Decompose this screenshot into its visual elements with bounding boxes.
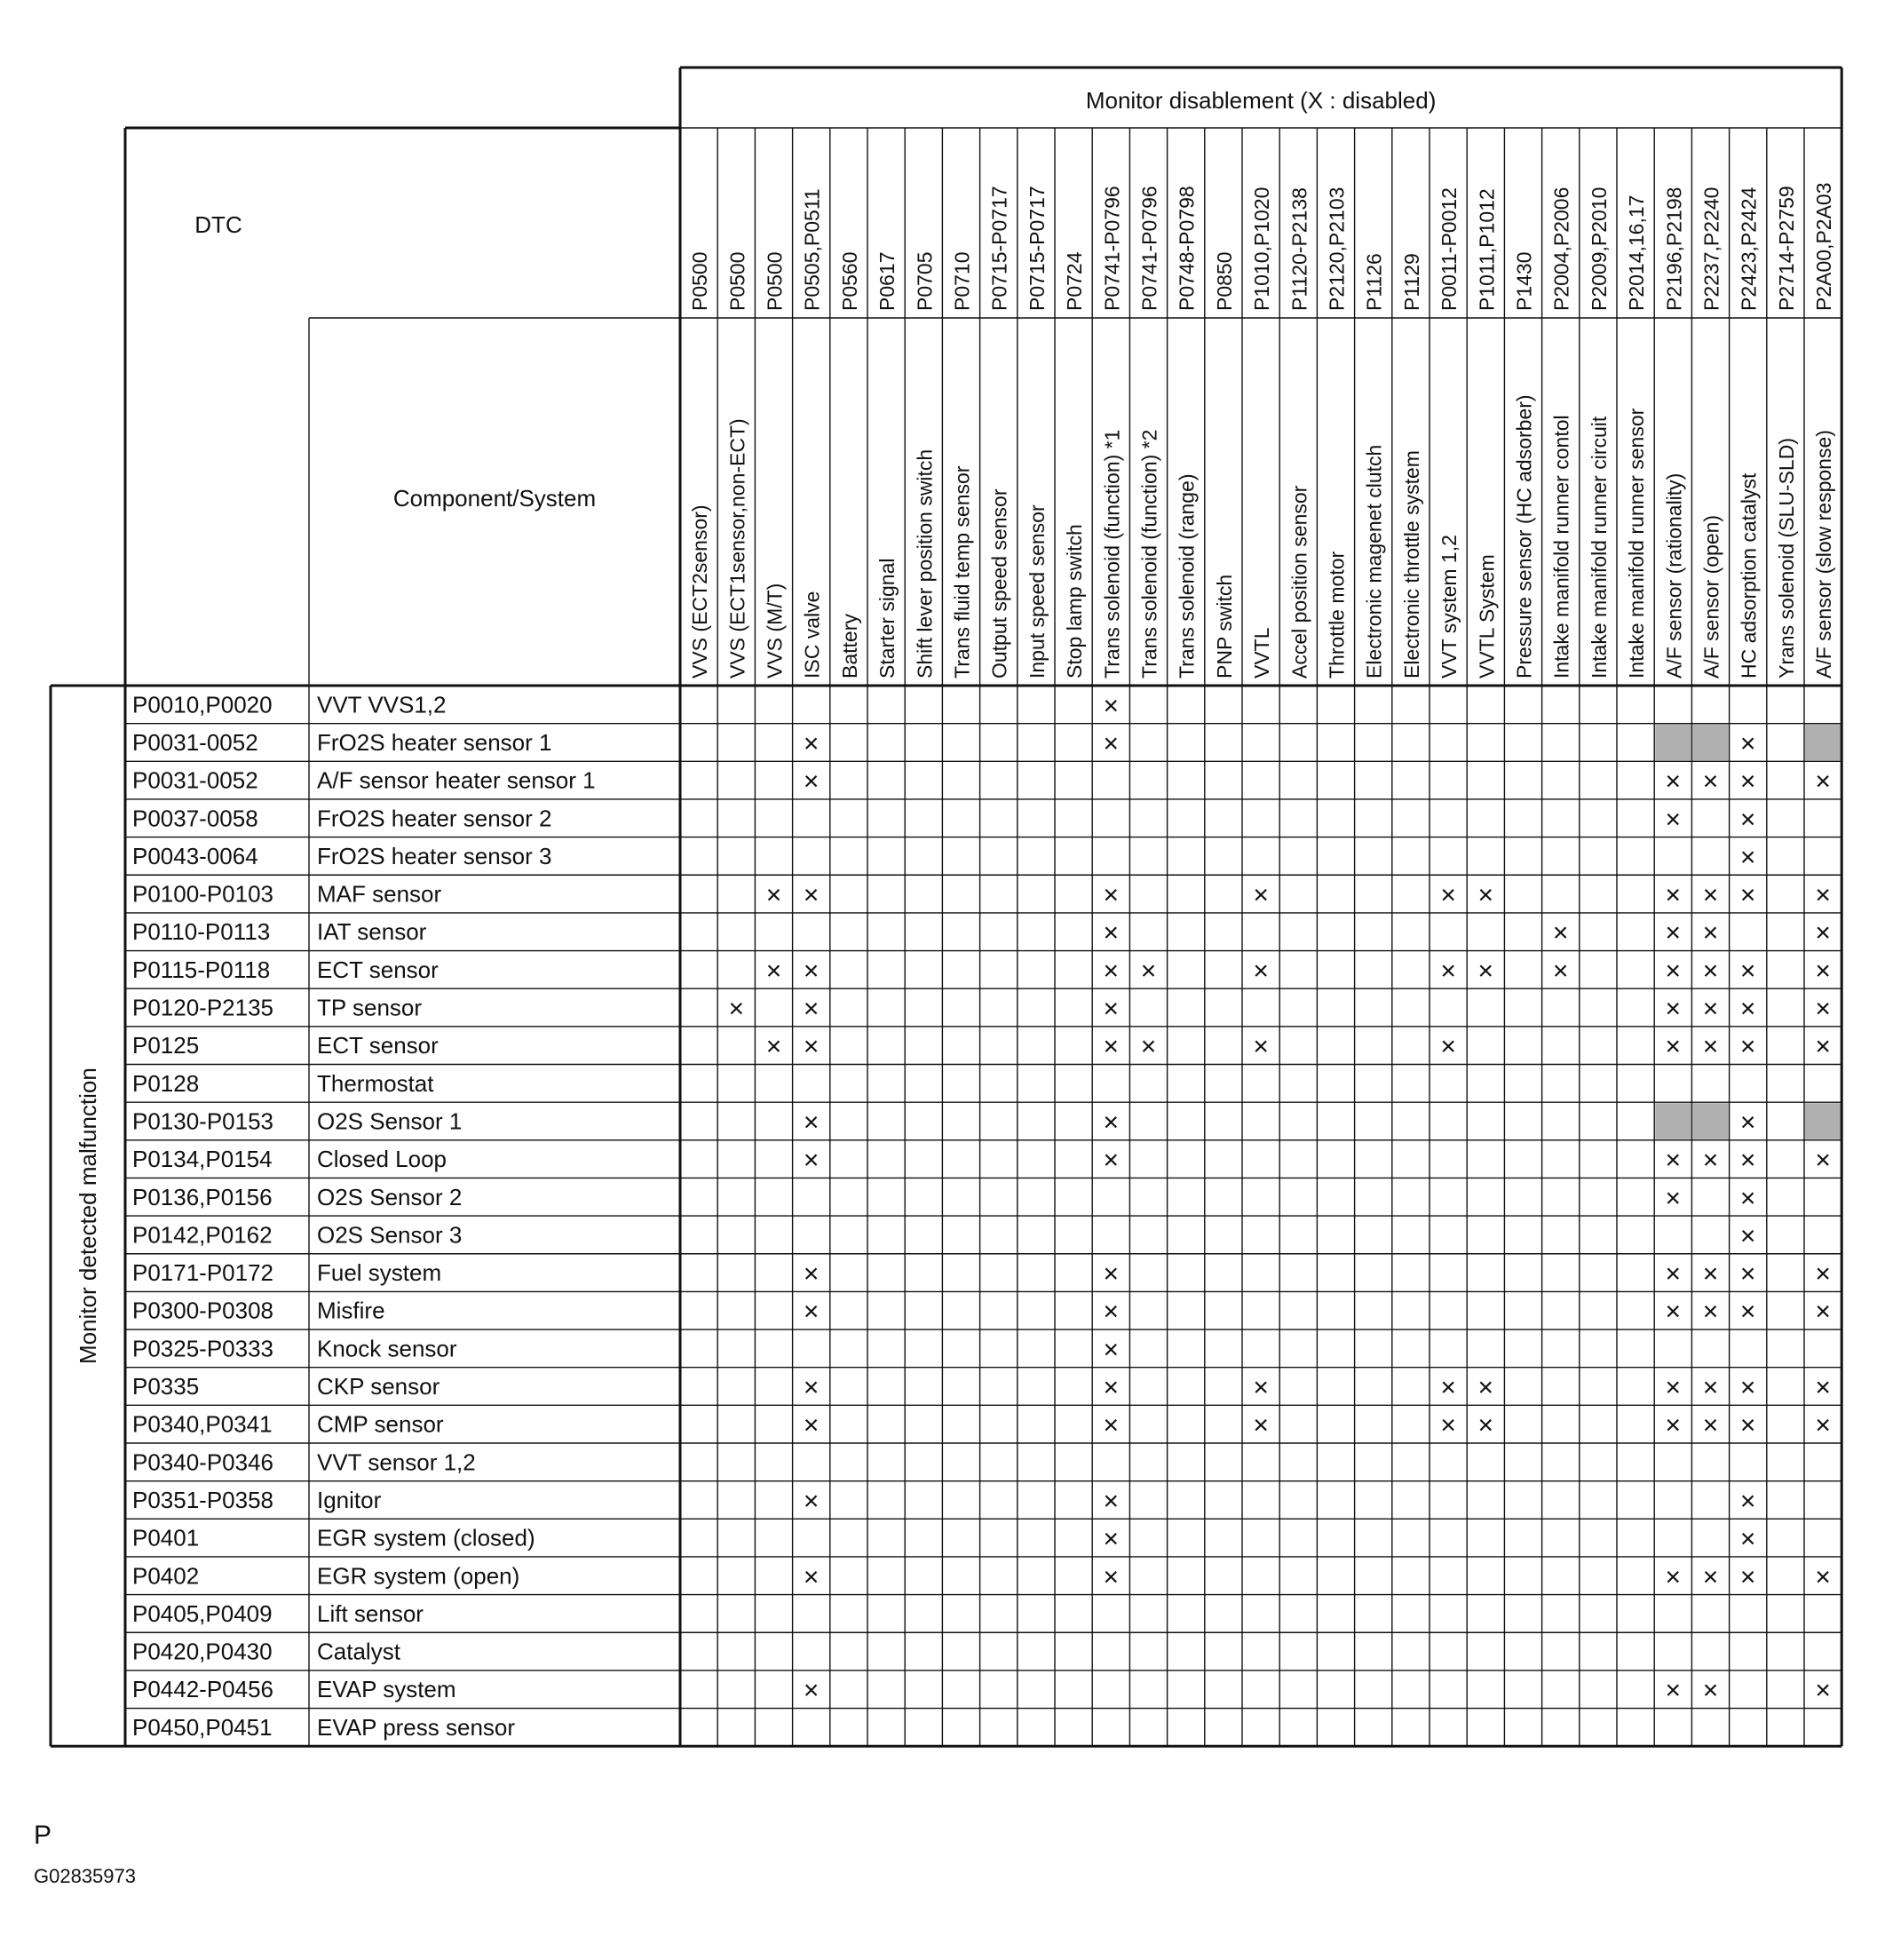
row-component: EGR system (closed) — [317, 1524, 535, 1551]
column-dtc-label: P0748-P0798 — [1175, 186, 1199, 311]
row-dtc: P0136,P0156 — [132, 1183, 273, 1210]
row-component: A/F sensor heater sensor 1 — [317, 766, 596, 794]
column-dtc-label: P1011,P1012 — [1475, 188, 1499, 311]
column-dtc-label: P0710 — [950, 251, 974, 311]
row-component: Fuel system — [317, 1259, 442, 1287]
disabled-mark: × — [1253, 956, 1269, 986]
disabled-mark: × — [1477, 1410, 1494, 1440]
disabled-mark: × — [1702, 1410, 1719, 1440]
row-dtc: P0340-P0346 — [132, 1448, 274, 1476]
column-dtc-label: P2237,P2240 — [1699, 186, 1723, 311]
disabled-mark: × — [1739, 1146, 1756, 1176]
row-dtc: P0130-P0153 — [132, 1107, 274, 1135]
column-dtc-label: P2423,P2424 — [1737, 186, 1761, 311]
disabled-mark: × — [1702, 1373, 1719, 1403]
disabled-mark: × — [803, 994, 820, 1024]
column-dtc-label: P0500 — [763, 251, 787, 311]
row-dtc: P0128 — [132, 1069, 200, 1097]
column-component-label: Yrans solenoid (SLU-SLD) — [1774, 437, 1798, 678]
row-component: Misfire — [317, 1297, 385, 1324]
disabled-mark: × — [1739, 1373, 1756, 1403]
row-dtc: P0335 — [132, 1373, 200, 1401]
column-component-label: Intake manifold runner contol — [1549, 415, 1573, 678]
disabled-mark: × — [1440, 956, 1456, 986]
disabled-mark: × — [803, 1146, 820, 1176]
row-component: O2S Sensor 2 — [317, 1183, 463, 1210]
row-component: EVAP press sensor — [317, 1713, 516, 1741]
disabled-mark: × — [1103, 1486, 1120, 1516]
disabled-mark: × — [1103, 994, 1120, 1024]
disabled-mark: × — [1665, 1146, 1682, 1176]
row-component: Closed Loop — [317, 1146, 447, 1173]
row-component: O2S Sensor 1 — [317, 1107, 463, 1135]
disabled-mark: × — [1739, 766, 1756, 797]
disabled-mark: × — [1103, 956, 1120, 986]
disabled-mark: × — [1702, 1146, 1719, 1176]
disabled-mark: × — [1702, 766, 1719, 797]
disabled-mark: × — [803, 880, 820, 910]
column-dtc-label: P0500 — [688, 251, 712, 311]
disabled-mark: × — [1103, 691, 1120, 721]
column-dtc-label: P1010,P1020 — [1250, 186, 1274, 311]
row-dtc: P0351-P0358 — [132, 1486, 274, 1513]
shaded-cell — [1805, 725, 1841, 761]
disabled-mark: × — [803, 1410, 820, 1440]
column-dtc-label: P0850 — [1212, 251, 1236, 311]
row-dtc: P0405,P0409 — [132, 1599, 273, 1627]
disabled-mark: × — [1253, 1373, 1269, 1403]
disabled-mark: × — [1552, 956, 1569, 986]
side-label: Monitor detected malfunction — [75, 1067, 101, 1365]
row-component: VVT VVS1,2 — [317, 691, 447, 718]
row-dtc: P0450,P0451 — [132, 1713, 273, 1741]
column-component-label: Trans solenoid (function) *2 — [1137, 429, 1161, 678]
disabled-mark: × — [1815, 918, 1831, 948]
column-component-label: Electronic throttle system — [1399, 450, 1423, 678]
row-component: O2S Sensor 3 — [317, 1221, 463, 1249]
monitor-disablement-header: Monitor disablement (X : disabled) — [1085, 87, 1437, 114]
disabled-mark: × — [765, 956, 782, 986]
row-dtc: P0340,P0341 — [132, 1410, 273, 1438]
row-dtc: P0142,P0162 — [132, 1221, 273, 1249]
disabled-mark: × — [1103, 1335, 1120, 1365]
disabled-mark: × — [1739, 1410, 1756, 1440]
column-dtc-label: P0505,P0511 — [800, 188, 824, 311]
disabled-mark: × — [1665, 1259, 1682, 1289]
row-dtc: P0115-P0118 — [132, 956, 271, 983]
row-component: IAT sensor — [317, 918, 427, 946]
column-component-label: Output speed sensor — [987, 488, 1011, 678]
disabled-mark: × — [1103, 1032, 1120, 1062]
disabled-mark: × — [1253, 1410, 1269, 1440]
row-dtc: P0037-0058 — [132, 805, 258, 832]
disabled-mark: × — [1103, 728, 1120, 758]
disabled-mark: × — [1665, 994, 1682, 1024]
disabled-mark: × — [1103, 880, 1120, 910]
disabled-mark: × — [1702, 994, 1719, 1024]
column-component-label: VVS (ECT1sensor,non-ECT) — [725, 418, 749, 678]
row-component: EGR system (open) — [317, 1562, 520, 1590]
column-component-label: Trans solenoid (range) — [1175, 473, 1199, 678]
disabled-mark: × — [1702, 1676, 1719, 1706]
disabled-mark: × — [1815, 994, 1831, 1024]
row-component: FrO2S heater sensor 3 — [317, 842, 552, 869]
column-dtc-label: P0705 — [913, 251, 937, 311]
disabled-mark: × — [1815, 1032, 1831, 1062]
column-dtc-label: P1120-P2138 — [1287, 187, 1311, 311]
column-dtc-label: P0741-P0796 — [1137, 186, 1161, 311]
disabled-mark: × — [1702, 1297, 1719, 1327]
disabled-mark: × — [1815, 1373, 1831, 1403]
disabled-mark: × — [1739, 1297, 1756, 1327]
column-component-label: A/F sensor (rationality) — [1662, 472, 1686, 678]
column-component-label: Pressure sensor (HC adsorber) — [1512, 394, 1536, 678]
disabled-mark: × — [1815, 1676, 1831, 1706]
column-component-label: Intake manifold runner circuit — [1587, 416, 1611, 678]
column-component-label: Throttle motor — [1325, 551, 1349, 678]
disabled-mark: × — [1552, 918, 1569, 948]
disabled-mark: × — [1739, 956, 1756, 986]
column-component-label: Trans solenoid (function) *1 — [1100, 429, 1124, 678]
disabled-mark: × — [1253, 1032, 1269, 1062]
column-dtc-label: P0741-P0796 — [1100, 186, 1124, 311]
disabled-mark: × — [1702, 918, 1719, 948]
row-dtc: P0402 — [132, 1562, 200, 1590]
row-component: Lift sensor — [317, 1599, 424, 1627]
column-component-label: VVTL System — [1475, 554, 1499, 678]
disabled-mark: × — [1103, 1259, 1120, 1289]
column-component-label: Battery — [837, 614, 861, 678]
disabled-mark: × — [1739, 1486, 1756, 1516]
column-dtc-label: P2120,P2103 — [1325, 186, 1349, 311]
disabled-mark: × — [1739, 1221, 1756, 1251]
row-component: VVT sensor 1,2 — [317, 1448, 476, 1476]
disabled-mark: × — [1103, 1373, 1120, 1403]
column-component-label: Shift lever position switch — [913, 448, 937, 678]
row-component: EVAP system — [317, 1676, 456, 1703]
disabled-mark: × — [1140, 1032, 1157, 1062]
shaded-cell — [1655, 725, 1691, 761]
column-dtc-label: P0724 — [1063, 251, 1087, 311]
row-dtc: P0010,P0020 — [132, 691, 273, 718]
disabled-mark: × — [1739, 1259, 1756, 1289]
disabled-mark: × — [803, 1373, 820, 1403]
disabled-mark: × — [1739, 1183, 1756, 1213]
disabled-mark: × — [803, 1032, 820, 1062]
row-dtc: P0300-P0308 — [132, 1297, 274, 1324]
row-dtc: P0442-P0456 — [132, 1676, 274, 1703]
row-component: TP sensor — [317, 994, 423, 1021]
column-dtc-label: P1129 — [1399, 253, 1423, 311]
row-dtc: P0110-P0113 — [132, 918, 271, 946]
disabled-mark: × — [1665, 918, 1682, 948]
disabled-mark: × — [1702, 956, 1719, 986]
column-component-label: ISC valve — [800, 591, 824, 678]
row-dtc: P0031-0052 — [132, 766, 258, 794]
column-dtc-label: P2714-P2759 — [1774, 186, 1798, 311]
disabled-mark: × — [1739, 1524, 1756, 1554]
row-dtc: P0171-P0172 — [132, 1259, 274, 1287]
disabled-mark: × — [803, 1297, 820, 1327]
row-dtc: P0134,P0154 — [132, 1146, 273, 1173]
column-dtc-label: P2009,P2010 — [1587, 186, 1611, 311]
shaded-cell — [1655, 1103, 1691, 1139]
row-component: ECT sensor — [317, 956, 439, 983]
column-dtc-label: P1430 — [1512, 251, 1536, 311]
disabled-mark: × — [1815, 956, 1831, 986]
column-component-label: VVTL — [1250, 627, 1274, 678]
column-dtc-label: P0500 — [725, 251, 749, 311]
disabled-mark: × — [1665, 956, 1682, 986]
disabled-mark: × — [1103, 918, 1120, 948]
column-component-label: PNP switch — [1212, 574, 1236, 678]
disabled-mark: × — [1103, 1410, 1120, 1440]
column-component-label: Starter signal — [875, 558, 899, 678]
disabled-mark: × — [1140, 956, 1157, 986]
disabled-mark: × — [1103, 1146, 1120, 1176]
row-component: Catalyst — [317, 1638, 400, 1665]
footer-letter: P — [34, 1821, 52, 1850]
row-component: Knock sensor — [317, 1335, 457, 1362]
disabled-mark: × — [1665, 766, 1682, 797]
column-dtc-label: P0011-P0012 — [1437, 187, 1461, 311]
column-dtc-label: P1126 — [1362, 253, 1386, 311]
disabled-mark: × — [1815, 1146, 1831, 1176]
disabled-mark: × — [765, 880, 782, 910]
disabled-mark: × — [1815, 1410, 1831, 1440]
disabled-mark: × — [803, 1562, 820, 1592]
disabled-mark: × — [1665, 1410, 1682, 1440]
disabled-mark: × — [803, 766, 820, 797]
disabled-mark: × — [1440, 880, 1456, 910]
disabled-mark: × — [1739, 842, 1756, 872]
disabled-mark: × — [1702, 1259, 1719, 1289]
disabled-mark: × — [1477, 880, 1494, 910]
column-dtc-label: P0560 — [837, 251, 861, 311]
disabled-mark: × — [1739, 1107, 1756, 1138]
disabled-mark: × — [1665, 1373, 1682, 1403]
disabled-mark: × — [1815, 1297, 1831, 1327]
disabled-mark: × — [1739, 994, 1756, 1024]
disabled-mark: × — [803, 1676, 820, 1706]
disabled-mark: × — [803, 1107, 820, 1138]
column-dtc-label: P0715-P0717 — [987, 186, 1011, 311]
row-dtc: P0420,P0430 — [132, 1638, 273, 1665]
disabled-mark: × — [1477, 956, 1494, 986]
column-component-label: Electronic magenet clutch — [1362, 444, 1386, 678]
component-header: Component/System — [392, 485, 597, 512]
disabled-mark: × — [1103, 1107, 1120, 1138]
disabled-mark: × — [1103, 1297, 1120, 1327]
disabled-mark: × — [803, 728, 820, 758]
row-component: ECT sensor — [317, 1032, 439, 1059]
row-dtc: P0100-P0103 — [132, 880, 274, 908]
column-dtc-label: P0715-P0717 — [1025, 186, 1049, 311]
disabled-mark: × — [1440, 1410, 1456, 1440]
disabled-mark: × — [1739, 1032, 1756, 1062]
column-component-label: Intake manifold runner sensor — [1625, 408, 1649, 678]
disabled-mark: × — [765, 1032, 782, 1062]
disabled-mark: × — [1665, 880, 1682, 910]
figure-id: G02835973 — [34, 1865, 136, 1887]
disabled-mark: × — [1665, 1562, 1682, 1592]
row-dtc: P0043-0064 — [132, 842, 258, 869]
column-component-label: VVS (ECT2sensor) — [688, 504, 712, 678]
disabled-mark: × — [1739, 880, 1756, 910]
column-dtc-label: P2196,P2198 — [1662, 186, 1686, 311]
disabled-mark: × — [1477, 1373, 1494, 1403]
disabled-mark: × — [1253, 880, 1269, 910]
column-component-label: A/F sensor (slow response) — [1812, 430, 1836, 678]
shaded-cell — [1805, 1103, 1841, 1139]
row-component: MAF sensor — [317, 880, 442, 908]
disabled-mark: × — [1665, 1297, 1682, 1327]
row-component: Ignitor — [317, 1486, 382, 1513]
row-component: FrO2S heater sensor 2 — [317, 805, 552, 832]
row-dtc: P0031-0052 — [132, 728, 258, 756]
disabled-mark: × — [1739, 728, 1756, 758]
disabled-mark: × — [1665, 805, 1682, 835]
disabled-mark: × — [1440, 1032, 1456, 1062]
disabled-mark: × — [1103, 1562, 1120, 1592]
disabled-mark: × — [1815, 1562, 1831, 1592]
disabled-mark: × — [803, 1259, 820, 1289]
disabled-mark: × — [1665, 1183, 1682, 1213]
row-component: CKP sensor — [317, 1373, 440, 1401]
shaded-cell — [1692, 1103, 1728, 1139]
column-component-label: Stop lamp switch — [1063, 524, 1087, 678]
disabled-mark: × — [728, 994, 745, 1024]
row-dtc: P0120-P2135 — [132, 994, 274, 1021]
disabled-mark: × — [803, 956, 820, 986]
shaded-cell — [1692, 725, 1728, 761]
row-dtc: P0125 — [132, 1032, 200, 1059]
row-dtc: P0401 — [132, 1524, 200, 1551]
disabled-mark: × — [1103, 1524, 1120, 1554]
disabled-mark: × — [1702, 1032, 1719, 1062]
column-dtc-label: P2014,16,17 — [1625, 194, 1649, 311]
row-component: FrO2S heater sensor 1 — [317, 728, 552, 756]
disabled-mark: × — [1739, 1562, 1756, 1592]
column-component-label: Input speed sensor — [1025, 504, 1049, 678]
column-component-label: HC adsorption catalyst — [1737, 472, 1761, 678]
row-dtc: P0325-P0333 — [132, 1335, 274, 1362]
column-component-label: VVT system 1,2 — [1437, 535, 1461, 678]
column-component-label: Accel position sensor — [1287, 485, 1311, 678]
disabled-mark: × — [1702, 880, 1719, 910]
disabled-mark: × — [1665, 1032, 1682, 1062]
disabled-mark: × — [1440, 1373, 1456, 1403]
column-dtc-label: P2A00,P2A03 — [1812, 182, 1836, 311]
column-dtc-label: P2004,P2006 — [1549, 186, 1573, 311]
dtc-header: DTC — [194, 211, 242, 238]
disabled-mark: × — [1665, 1676, 1682, 1706]
disabled-mark: × — [1739, 805, 1756, 835]
column-component-label: A/F sensor (open) — [1699, 514, 1723, 678]
disabled-mark: × — [1815, 1259, 1831, 1289]
column-dtc-label: P0617 — [875, 251, 899, 311]
column-component-label: Trans fluid temp sensor — [950, 465, 974, 678]
row-component: Thermostat — [317, 1069, 434, 1097]
disabled-mark: × — [1815, 766, 1831, 797]
row-component: CMP sensor — [317, 1410, 444, 1438]
disabled-mark: × — [803, 1486, 820, 1516]
column-component-label: VVS (M/T) — [763, 583, 787, 678]
disabled-mark: × — [1815, 880, 1831, 910]
disabled-mark: × — [1702, 1562, 1719, 1592]
